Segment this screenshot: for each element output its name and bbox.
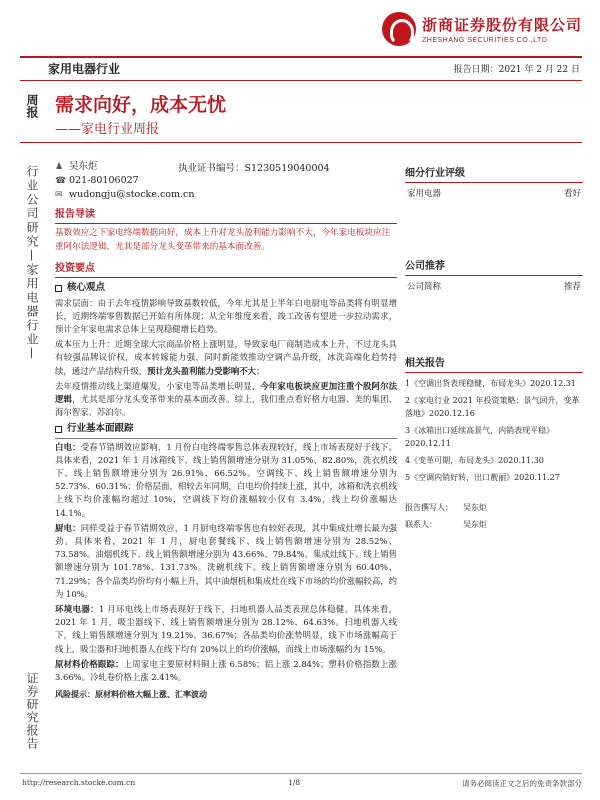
- page-title: 需求向好，成本无忧: [55, 94, 227, 116]
- paragraph-channel: [55, 380, 397, 420]
- contact-value: 吴东炬: [463, 520, 487, 529]
- contact-row: [405, 519, 583, 530]
- related-heading: 相关报告: [405, 354, 583, 373]
- checkbox-bullet-icon: [55, 426, 62, 433]
- industry-tag: 家用电器行业: [48, 62, 121, 76]
- paragraph-white-goods-text: 受春节错期效应影响，1 月份白电终端零售总体表现较好，线上市场表现好于线下。具体来看，2021 年 1 月冰箱线下、线上销售额增速分别为 31.05%、82.80%，洗衣机线下、线上销售额增速分别为 26.91%、66.52%。空调线下、线上销售额增速分别为 52.73%、60.31%；价格层面，相较去年同期，白电均价持续上涨，其中，冰箱和洗衣机线上线下均价涨幅均超过 10%，空调线下均价涨幅较小仅有 3.4%，线上均价涨幅达 14.1%。: [55, 441, 397, 518]
- checkbox-bullet-icon: [55, 285, 62, 292]
- rating-heading: 细分行业评级: [405, 164, 583, 183]
- page-number: 1/8: [288, 778, 301, 787]
- analyst-name: 吴东炬: [69, 161, 98, 172]
- sidebar: [405, 150, 583, 530]
- author-row: [405, 502, 583, 513]
- paragraph-lead: 环境电器：: [55, 604, 99, 615]
- core-heading: [55, 281, 397, 294]
- company-logo: [382, 12, 582, 46]
- paragraph-channel-text: 去年疫情推动线上渠道爆发，小家电等品类增长明显，: [55, 380, 261, 391]
- paragraph-cost-end: ；: [256, 365, 265, 376]
- footer-divider: [20, 773, 582, 774]
- rating-row: [405, 183, 583, 203]
- paragraph-materials: [55, 658, 397, 684]
- pick-row: [405, 276, 583, 296]
- paragraph-lead: 厨电：: [55, 522, 81, 533]
- related-item[interactable]: 4《变革可期，布局龙头》2020.11.30: [405, 456, 544, 465]
- paragraph-white-goods: [55, 441, 397, 520]
- title-divider: [20, 142, 582, 143]
- paragraph-environment-text: 1 月环电线上市场表现好于线下，扫地机器人品类表现总体稳健。具体来看，2021 年 1 月，吸尘器线下、线上销售额增速分别为 28.12%、64.63%。扫地机器人线下，线上销售额增速分别为 19.21%、36.67%；各品类均价涨势明显，线下市场涨幅高于线上，吸尘器和扫地机器人在线下均有 20%以上的均价涨幅，而线上市场涨幅约为 15%。: [55, 604, 397, 654]
- section-divider: [20, 80, 582, 81]
- contact-key: 联系人：: [405, 520, 437, 529]
- side-report-label: 证券研究报告: [25, 672, 39, 750]
- side-category-label: 行业公司研究—家用电器行业—: [25, 165, 39, 361]
- mail-icon: ✉: [55, 190, 63, 200]
- pick-value: 推荐: [563, 282, 581, 292]
- paragraph-channel-end: ，尤其是部分龙头变革带来的基本面改善。综上，我们重点看好格力电器、美的集团、海尔智家、苏泊尔。: [55, 394, 397, 418]
- paragraph-lead: 原材料价格跟踪：: [55, 658, 124, 669]
- paragraph-lead: 白电：: [55, 441, 81, 452]
- core-heading-label: 核心观点: [67, 282, 106, 294]
- points-heading: 投资要点: [55, 262, 397, 278]
- header-divider: [20, 56, 582, 58]
- related-item[interactable]: 1《空调出货表现稳健，布局龙头》2020.12.31: [405, 379, 576, 388]
- phone-icon: ☎: [55, 176, 67, 186]
- related-list: [405, 377, 583, 484]
- footer-disclaimer: 请务必阅读正文之后的免责条款部分: [462, 779, 582, 788]
- pick-heading: 公司推荐: [405, 257, 583, 276]
- basic-heading-label: 行业基本面跟踪: [67, 423, 134, 435]
- risk-note: 风险提示：原材料价格大幅上涨、汇率波动: [55, 689, 207, 700]
- paragraph-kitchen-text: 同样受益于春节错期效应，1 月厨电终端零售也有较好表现，其中集成灶增长最为强劲。具体来看，2021 年 1 月，厨电套餐线下、线上销售额增速分别为 28.52%、73.58%。油烟机线下、线上销售额增速分别为 43.66%、79.84%。集成灶线下、线上销售额增速分别为 101.78%、131.73%。洗碗机线下、线上销售额增速分别为 60.40%、71.29%；各个品类均价均有小幅上升，其中油烟机和集成灶在线下市场的均价涨幅较高，约为 10%。: [55, 522, 397, 599]
- analyst-info: [55, 160, 194, 202]
- pick-key: 公司简称: [407, 282, 442, 292]
- guide-text: 基数效应之下家电终端数据向好，成本上升对龙头盈利能力影响不大，今年家电板块应注重阿尔法逻辑，尤其是部分龙头变革带来的基本面改善。: [55, 228, 391, 252]
- paragraph-cost: [55, 338, 397, 378]
- footer-url[interactable]: http://research.stocke.com.cn: [22, 778, 136, 787]
- paragraph-cost-text: 成本压力上升：近期全球大宗商品价格上涨明显，导致家电厂商制造成本上升，不过龙头具有较强品牌议价权，成本转嫁能力强，同时新能效推动空调产品升级，冰洗高端化趋势持续，通过产品结构升级，: [55, 339, 397, 376]
- company-name-cn: 浙商证券股份有限公司: [421, 16, 582, 34]
- company-logo-icon: [382, 12, 416, 46]
- person-icon: ♟: [55, 162, 64, 172]
- related-item[interactable]: 3《冰箱出口延续高景气，内销表现平稳》2020.12.11: [405, 426, 555, 448]
- report-body: [55, 208, 397, 702]
- analyst-cert: 执业证书编号：S1230519040004: [178, 163, 330, 174]
- guide-heading: 报告导读: [55, 208, 397, 224]
- paragraph-environment: [55, 603, 397, 656]
- paragraph-channel-bold: 今年家电板块应更加注重个股阿尔法逻辑: [55, 380, 398, 405]
- rating-key: 家用电器: [407, 189, 442, 199]
- paragraph-materials-text: 上周家电主要原材料铜上涨 6.58%；铝上涨 2.84%；塑料价格指数上涨 3.66%。冷轧卷价格上涨 2.41%。: [55, 658, 397, 683]
- paragraph-kitchen: [55, 522, 397, 601]
- report-type-label: 周报: [25, 94, 39, 118]
- related-item[interactable]: 2《家电行业 2021 年投资策略：景气回升，变革落地》2020.12.16: [405, 396, 580, 418]
- report-date: 报告日期：2021 年 2 月 22 日: [453, 65, 580, 75]
- author-key: 报告撰写人：: [405, 503, 453, 512]
- paragraph-cost-bold: 预计龙头盈利能力受影响不大: [147, 365, 256, 376]
- analyst-phone: 021-80106027: [69, 175, 139, 186]
- related-item[interactable]: 5《空调内销好转，出口靓丽》2020.11.27: [405, 473, 560, 482]
- company-name-en: ZHESHANG SECURITIES CO.,LTD: [421, 37, 548, 44]
- paragraph-demand: 需求层面：由于去年疫情影响导致基数较低，今年尤其是上半年白电厨电等品类将有明显增长，近期终端零售数据已开始有所体现；从全年维度来看，竣工改善有望进一步拉动需求，预计全年家电需求总体上呈现稳健增长趋势。: [55, 297, 397, 335]
- basic-heading: [55, 422, 397, 438]
- author-value: 吴东炬: [463, 503, 487, 512]
- analyst-email[interactable]: wudongju@stocke.com.cn: [69, 189, 195, 200]
- page-subtitle: ——家电行业周报: [55, 122, 160, 137]
- rating-value: 看好: [563, 189, 581, 199]
